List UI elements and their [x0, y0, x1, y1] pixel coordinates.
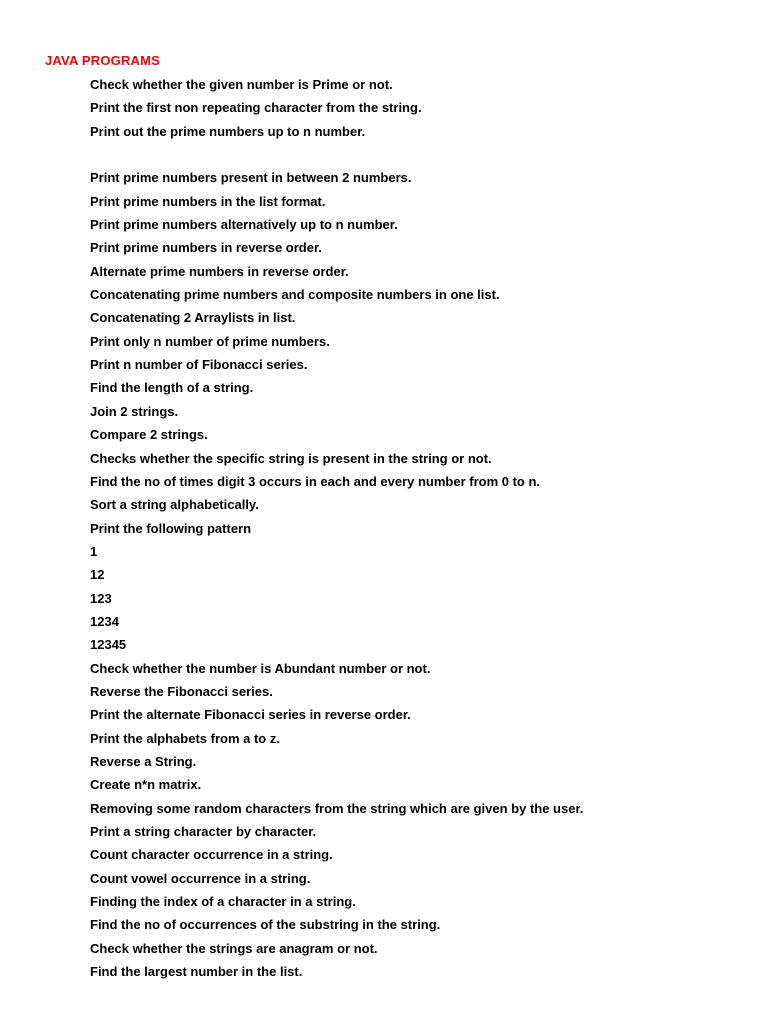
item-text: Check whether the strings are anagram or not.	[90, 940, 378, 956]
item-text: Print out the prime numbers up to n number.	[90, 123, 366, 139]
pattern-text: 12	[90, 567, 105, 583]
item-text: Find the length of a string.	[90, 380, 254, 396]
item-text: Count character occurrence in a string.	[90, 847, 333, 863]
item-text: Join 2 strings.	[90, 403, 179, 419]
document-title: JAVA PROGRAMS	[45, 53, 161, 68]
item-text: Create n*n matrix.	[90, 777, 202, 793]
item-text: Print prime numbers in reverse order.	[90, 240, 322, 256]
pattern-text: 1234	[90, 613, 119, 629]
item-text: Print a string character by character.	[90, 824, 317, 839]
item-text: Print only n number of prime numbers.	[90, 333, 330, 349]
item-text: Print the alternate Fibonacci series in reverse order.	[90, 707, 411, 723]
item-text: Alternate prime numbers in reverse order.	[90, 263, 349, 279]
item-text: Print prime numbers in the list format.	[90, 193, 326, 209]
item-text: Reverse a String.	[90, 753, 197, 769]
item-text: Removing some random characters from the string which are given by the user.	[90, 800, 584, 816]
item-text: Checks whether the specific string is present in the string or not.	[90, 450, 492, 466]
item-text: Sort a string alphabetically.	[90, 497, 259, 513]
item-text: Print the alphabets from a to z.	[90, 730, 280, 746]
item-text: Check whether the number is Abundant number or not.	[90, 660, 431, 676]
item-text: Compare 2 strings.	[90, 427, 208, 443]
item-text: Check whether the given number is Prime or not.	[90, 77, 393, 92]
pattern-text: 123	[90, 590, 112, 606]
item-text: Print the following pattern	[90, 520, 252, 536]
item-text: Find the no of occurrences of the substring in the string.	[90, 917, 441, 933]
item-text: Find the no of times digit 3 occurs in each and every number from 0 to n.	[90, 473, 541, 489]
item-text: Concatenating 2 Arraylists in list.	[90, 310, 296, 326]
item-text: Find the largest number in the list.	[90, 964, 303, 980]
item-text: Reverse the Fibonacci series.	[90, 683, 273, 699]
item-text: Count vowel occurrence in a string.	[90, 870, 311, 886]
pattern-text: 1	[90, 543, 98, 559]
pattern-text: 12345	[90, 637, 127, 653]
item-text: Print n number of Fibonacci series.	[90, 357, 308, 373]
item-text: Concatenating prime numbers and composite numbers in one list.	[90, 287, 500, 303]
item-text: Print prime numbers alternatively up to n number.	[90, 217, 398, 233]
item-text: Print prime numbers present in between 2 numbers.	[90, 170, 412, 186]
item-text: Finding the index of a character in a string.	[90, 894, 356, 910]
item-text: Print the first non repeating character from the string.	[90, 100, 422, 116]
